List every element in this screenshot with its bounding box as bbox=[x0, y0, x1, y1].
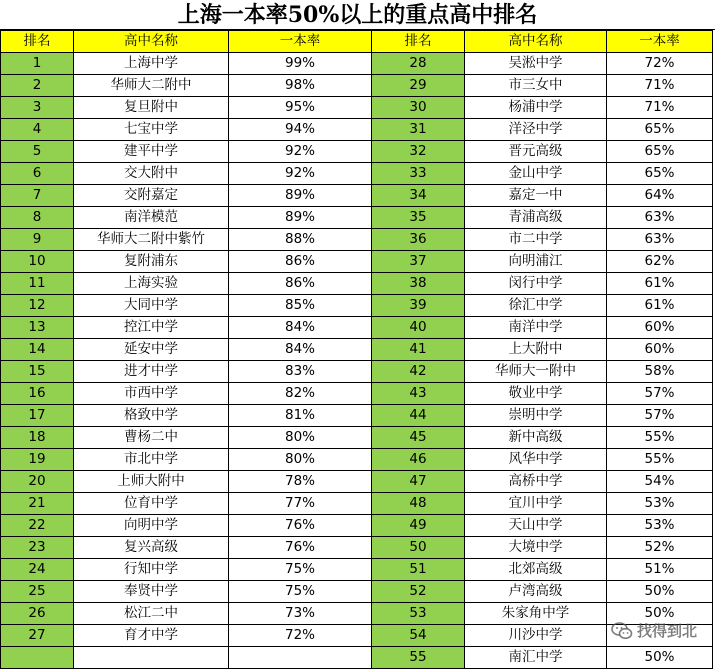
table-row bbox=[1, 427, 713, 449]
right-school-cell: 金山中学 bbox=[465, 163, 607, 185]
right-rate-cell: 71% bbox=[607, 97, 713, 119]
table-row bbox=[1, 97, 713, 119]
right-rate-cell: 51% bbox=[607, 559, 713, 581]
left-rate-cell: 72% bbox=[229, 625, 372, 647]
left-rate-cell: 81% bbox=[229, 405, 372, 427]
right-school-cell: 北郊高级 bbox=[465, 559, 607, 581]
left-rank-cell: 9 bbox=[1, 229, 74, 251]
right-school-cell: 向明浦江 bbox=[465, 251, 607, 273]
left-rate-cell: 85% bbox=[229, 295, 372, 317]
header-school: 高中名称 bbox=[465, 31, 607, 53]
right-rank-cell: 54 bbox=[372, 625, 465, 647]
left-rate-cell bbox=[229, 647, 372, 669]
left-rank-cell: 21 bbox=[1, 493, 74, 515]
left-rate-cell: 84% bbox=[229, 317, 372, 339]
left-rate-cell: 89% bbox=[229, 185, 372, 207]
left-school-cell: 曹杨二中 bbox=[74, 427, 229, 449]
right-rank-cell: 40 bbox=[372, 317, 465, 339]
right-rank-cell: 41 bbox=[372, 339, 465, 361]
left-rank-cell: 15 bbox=[1, 361, 74, 383]
left-rate-cell: 73% bbox=[229, 603, 372, 625]
right-rate-cell: 50% bbox=[607, 647, 713, 669]
left-school-cell: 复兴高级 bbox=[74, 537, 229, 559]
left-school-cell: 七宝中学 bbox=[74, 119, 229, 141]
left-school-cell: 格致中学 bbox=[74, 405, 229, 427]
left-rank-cell: 25 bbox=[1, 581, 74, 603]
watermark bbox=[611, 620, 697, 641]
right-rate-cell: 57% bbox=[607, 383, 713, 405]
header-school: 高中名称 bbox=[74, 31, 229, 53]
right-school-cell: 风华中学 bbox=[465, 449, 607, 471]
right-school-cell: 卢湾高级 bbox=[465, 581, 607, 603]
left-rank-cell: 4 bbox=[1, 119, 74, 141]
right-rank-cell: 32 bbox=[372, 141, 465, 163]
right-rank-cell: 43 bbox=[372, 383, 465, 405]
left-school-cell bbox=[74, 647, 229, 669]
right-rank-cell: 37 bbox=[372, 251, 465, 273]
right-rank-cell: 48 bbox=[372, 493, 465, 515]
right-rank-cell: 49 bbox=[372, 515, 465, 537]
table-row bbox=[1, 163, 713, 185]
left-rate-cell: 80% bbox=[229, 449, 372, 471]
left-school-cell: 向明中学 bbox=[74, 515, 229, 537]
left-rate-cell: 95% bbox=[229, 97, 372, 119]
right-rate-cell: 71% bbox=[607, 75, 713, 97]
right-rate-cell: 55% bbox=[607, 449, 713, 471]
table-row bbox=[1, 361, 713, 383]
left-rank-cell: 10 bbox=[1, 251, 74, 273]
left-rank-cell: 23 bbox=[1, 537, 74, 559]
header-rank: 排名 bbox=[372, 31, 465, 53]
left-school-cell: 南洋模范 bbox=[74, 207, 229, 229]
right-rank-cell: 52 bbox=[372, 581, 465, 603]
left-rank-cell: 13 bbox=[1, 317, 74, 339]
table-row bbox=[1, 251, 713, 273]
right-rank-cell: 42 bbox=[372, 361, 465, 383]
right-school-cell: 青浦高级 bbox=[465, 207, 607, 229]
left-rate-cell: 86% bbox=[229, 273, 372, 295]
right-rank-cell: 44 bbox=[372, 405, 465, 427]
left-rate-cell: 78% bbox=[229, 471, 372, 493]
left-rate-cell: 83% bbox=[229, 361, 372, 383]
left-rank-cell: 20 bbox=[1, 471, 74, 493]
left-rank-cell: 17 bbox=[1, 405, 74, 427]
left-rate-cell: 75% bbox=[229, 559, 372, 581]
left-rate-cell: 75% bbox=[229, 581, 372, 603]
left-rank-cell: 26 bbox=[1, 603, 74, 625]
left-rank-cell: 16 bbox=[1, 383, 74, 405]
right-rank-cell: 30 bbox=[372, 97, 465, 119]
left-rate-cell: 82% bbox=[229, 383, 372, 405]
left-rank-cell: 14 bbox=[1, 339, 74, 361]
right-school-cell: 上大附中 bbox=[465, 339, 607, 361]
ranking-table bbox=[0, 30, 713, 669]
page-title: 上海一本率50%以上的重点高中排名 bbox=[0, 0, 715, 30]
right-rank-cell: 38 bbox=[372, 273, 465, 295]
right-rank-cell: 28 bbox=[372, 53, 465, 75]
right-school-cell: 崇明中学 bbox=[465, 405, 607, 427]
right-rank-cell: 47 bbox=[372, 471, 465, 493]
right-rank-cell: 50 bbox=[372, 537, 465, 559]
right-rate-cell: 65% bbox=[607, 119, 713, 141]
left-school-cell: 进才中学 bbox=[74, 361, 229, 383]
right-rank-cell: 33 bbox=[372, 163, 465, 185]
left-school-cell: 控江中学 bbox=[74, 317, 229, 339]
right-school-cell: 徐汇中学 bbox=[465, 295, 607, 317]
left-rate-cell: 77% bbox=[229, 493, 372, 515]
left-rank-cell: 19 bbox=[1, 449, 74, 471]
left-rate-cell: 76% bbox=[229, 515, 372, 537]
table-row bbox=[1, 471, 713, 493]
right-rate-cell: 60% bbox=[607, 317, 713, 339]
left-rank-cell: 8 bbox=[1, 207, 74, 229]
header-row bbox=[1, 31, 713, 53]
left-school-cell: 建平中学 bbox=[74, 141, 229, 163]
right-rate-cell: 53% bbox=[607, 515, 713, 537]
left-rank-cell: 11 bbox=[1, 273, 74, 295]
right-rank-cell: 55 bbox=[372, 647, 465, 669]
right-rate-cell: 58% bbox=[607, 361, 713, 383]
right-school-cell: 南汇中学 bbox=[465, 647, 607, 669]
left-rank-cell: 22 bbox=[1, 515, 74, 537]
right-rank-cell: 51 bbox=[372, 559, 465, 581]
right-rate-cell: 61% bbox=[607, 295, 713, 317]
right-rate-cell: 55% bbox=[607, 427, 713, 449]
left-rank-cell: 6 bbox=[1, 163, 74, 185]
right-school-cell: 洋泾中学 bbox=[465, 119, 607, 141]
left-rank-cell bbox=[1, 647, 74, 669]
right-school-cell: 杨浦中学 bbox=[465, 97, 607, 119]
right-school-cell: 闵行中学 bbox=[465, 273, 607, 295]
right-rank-cell: 46 bbox=[372, 449, 465, 471]
right-school-cell: 吴淞中学 bbox=[465, 53, 607, 75]
left-school-cell: 奉贤中学 bbox=[74, 581, 229, 603]
right-school-cell: 高桥中学 bbox=[465, 471, 607, 493]
right-rate-cell: 72% bbox=[607, 53, 713, 75]
table-row bbox=[1, 405, 713, 427]
left-rank-cell: 3 bbox=[1, 97, 74, 119]
left-school-cell: 市西中学 bbox=[74, 383, 229, 405]
table-row bbox=[1, 537, 713, 559]
left-rate-cell: 92% bbox=[229, 141, 372, 163]
right-rate-cell: 52% bbox=[607, 537, 713, 559]
left-school-cell: 复附浦东 bbox=[74, 251, 229, 273]
table-row bbox=[1, 625, 713, 647]
left-rate-cell: 76% bbox=[229, 537, 372, 559]
right-school-cell: 宜川中学 bbox=[465, 493, 607, 515]
right-rate-cell: 65% bbox=[607, 163, 713, 185]
table-row bbox=[1, 317, 713, 339]
table-row bbox=[1, 449, 713, 471]
left-school-cell: 上师大附中 bbox=[74, 471, 229, 493]
right-school-cell: 朱家角中学 bbox=[465, 603, 607, 625]
left-rate-cell: 99% bbox=[229, 53, 372, 75]
right-school-cell: 川沙中学 bbox=[465, 625, 607, 647]
left-school-cell: 华师大二附中 bbox=[74, 75, 229, 97]
table-row bbox=[1, 603, 713, 625]
table-row bbox=[1, 119, 713, 141]
left-rank-cell: 2 bbox=[1, 75, 74, 97]
right-rate-cell: 50% bbox=[607, 581, 713, 603]
left-school-cell: 松江二中 bbox=[74, 603, 229, 625]
table-row bbox=[1, 141, 713, 163]
right-rank-cell: 31 bbox=[372, 119, 465, 141]
table-row bbox=[1, 207, 713, 229]
right-school-cell: 市二中学 bbox=[465, 229, 607, 251]
table-row bbox=[1, 339, 713, 361]
left-school-cell: 交附嘉定 bbox=[74, 185, 229, 207]
left-school-cell: 上海实验 bbox=[74, 273, 229, 295]
table-row bbox=[1, 295, 713, 317]
table-row bbox=[1, 229, 713, 251]
table-row bbox=[1, 383, 713, 405]
right-rate-cell: 62% bbox=[607, 251, 713, 273]
left-rate-cell: 94% bbox=[229, 119, 372, 141]
right-rate-cell: 63% bbox=[607, 207, 713, 229]
left-rank-cell: 12 bbox=[1, 295, 74, 317]
right-school-cell: 南洋中学 bbox=[465, 317, 607, 339]
right-rank-cell: 39 bbox=[372, 295, 465, 317]
right-school-cell: 天山中学 bbox=[465, 515, 607, 537]
right-school-cell: 华师大一附中 bbox=[465, 361, 607, 383]
left-school-cell: 行知中学 bbox=[74, 559, 229, 581]
right-rank-cell: 45 bbox=[372, 427, 465, 449]
left-rank-cell: 7 bbox=[1, 185, 74, 207]
right-rank-cell: 53 bbox=[372, 603, 465, 625]
left-rate-cell: 92% bbox=[229, 163, 372, 185]
left-rank-cell: 1 bbox=[1, 53, 74, 75]
right-rank-cell: 35 bbox=[372, 207, 465, 229]
right-rate-cell: 65% bbox=[607, 141, 713, 163]
watermark-text: 找得到北 bbox=[636, 622, 697, 640]
right-school-cell: 嘉定一中 bbox=[465, 185, 607, 207]
left-rate-cell: 84% bbox=[229, 339, 372, 361]
table-row bbox=[1, 53, 713, 75]
right-rank-cell: 36 bbox=[372, 229, 465, 251]
left-rank-cell: 5 bbox=[1, 141, 74, 163]
right-rank-cell: 34 bbox=[372, 185, 465, 207]
left-school-cell: 市北中学 bbox=[74, 449, 229, 471]
left-rank-cell: 24 bbox=[1, 559, 74, 581]
header-rate: 一本率 bbox=[607, 31, 713, 53]
left-rank-cell: 18 bbox=[1, 427, 74, 449]
header-rate: 一本率 bbox=[229, 31, 372, 53]
right-school-cell: 晋元高级 bbox=[465, 141, 607, 163]
left-school-cell: 育才中学 bbox=[74, 625, 229, 647]
table-row bbox=[1, 515, 713, 537]
table-row bbox=[1, 75, 713, 97]
right-rate-cell: 50% bbox=[607, 603, 713, 625]
left-rate-cell: 86% bbox=[229, 251, 372, 273]
wechat-icon bbox=[611, 621, 633, 641]
right-rate-cell: 60% bbox=[607, 339, 713, 361]
table-row bbox=[1, 185, 713, 207]
right-rate-cell: 64% bbox=[607, 185, 713, 207]
table-row bbox=[1, 647, 713, 669]
table-row bbox=[1, 581, 713, 603]
right-school-cell: 大境中学 bbox=[465, 537, 607, 559]
right-rate-cell: 53% bbox=[607, 493, 713, 515]
header-rank: 排名 bbox=[1, 31, 74, 53]
left-rate-cell: 98% bbox=[229, 75, 372, 97]
right-rate-cell: 61% bbox=[607, 273, 713, 295]
right-school-cell: 敬业中学 bbox=[465, 383, 607, 405]
left-school-cell: 复旦附中 bbox=[74, 97, 229, 119]
left-school-cell: 交大附中 bbox=[74, 163, 229, 185]
left-rank-cell: 27 bbox=[1, 625, 74, 647]
right-rate-cell: 54% bbox=[607, 471, 713, 493]
right-rate-cell: 63% bbox=[607, 229, 713, 251]
left-rate-cell: 80% bbox=[229, 427, 372, 449]
left-school-cell: 上海中学 bbox=[74, 53, 229, 75]
left-rate-cell: 88% bbox=[229, 229, 372, 251]
right-rate-cell: 57% bbox=[607, 405, 713, 427]
table-row bbox=[1, 493, 713, 515]
right-school-cell: 新中高级 bbox=[465, 427, 607, 449]
right-school-cell: 市三女中 bbox=[465, 75, 607, 97]
left-school-cell: 位育中学 bbox=[74, 493, 229, 515]
left-rate-cell: 89% bbox=[229, 207, 372, 229]
table-row bbox=[1, 559, 713, 581]
right-rank-cell: 29 bbox=[372, 75, 465, 97]
left-school-cell: 延安中学 bbox=[74, 339, 229, 361]
table-row bbox=[1, 273, 713, 295]
left-school-cell: 大同中学 bbox=[74, 295, 229, 317]
left-school-cell: 华师大二附中紫竹 bbox=[74, 229, 229, 251]
